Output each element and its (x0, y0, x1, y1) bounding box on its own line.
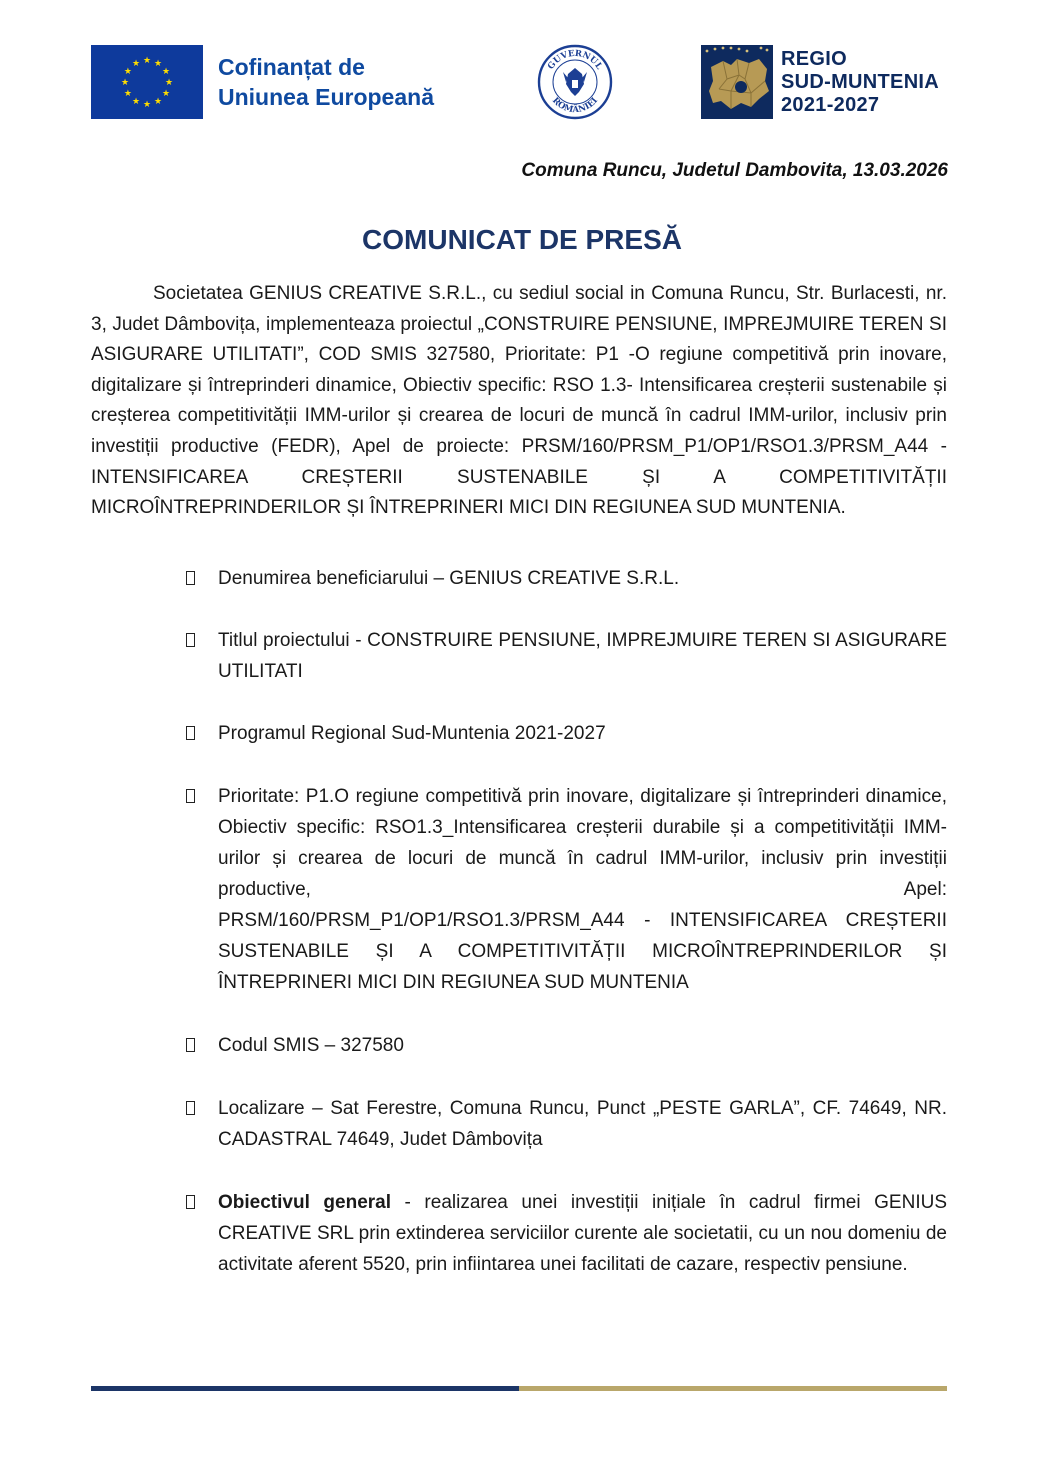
page-header (0, 0, 1044, 130)
eu-star-icon: ★ (142, 99, 152, 109)
list-item-beneficiary (91, 563, 947, 594)
regio-map-logo (701, 45, 773, 119)
eu-star-icon: ★ (131, 57, 141, 68)
bullet-box-icon (186, 1195, 195, 1209)
list-item-project-title (91, 625, 947, 687)
list-item-priority (91, 781, 947, 998)
eu-flag-icon (91, 45, 203, 119)
footer-divider (91, 1386, 947, 1391)
seal-text-bottom: ROMÂNIEI (549, 95, 601, 116)
program-text: Programul Regional Sud-Muntenia 2021-2027 (218, 723, 606, 744)
bullet-box-icon (186, 726, 195, 740)
list-item-program (91, 718, 947, 749)
priority-text: Prioritate: P1.O regiune competitivă prin inovare, digitalizare și întreprinderi dinamice, Obiectiv specific: RSO1.3_Intensificarea creșterii durabile și a competitivității IMM-urilor și crearea de locuri de muncă în cadrul IMM-urilor, inclusiv prin investiții productive, Apel: (218, 786, 947, 900)
eu-text-line-1: Cofinanțat de (218, 54, 365, 80)
regio-line-3: 2021-2027 (781, 94, 880, 116)
eu-star-icon: ★ (142, 55, 152, 65)
list-item-location (91, 1093, 947, 1155)
eu-star-icon: ★ (153, 96, 163, 107)
footer-divider-gold (519, 1386, 947, 1391)
priority-call-line-1: PRSM/160/PRSM_P1/OP1/RSO1.3/PRSM_A44 - INTENSIFICAREA CREȘTERII (218, 910, 947, 931)
project-title-text: Titlul proiectului - CONSTRUIRE PENSIUNE, IMPREJMUIRE TEREN SI ASIGURARE UTILITATI (218, 630, 947, 682)
regio-line-2: SUD-MUNTENIA (781, 71, 940, 93)
eu-star-icon: ★ (123, 88, 132, 98)
eu-star-icon: ★ (123, 66, 132, 76)
smis-code-text: Codul SMIS – 327580 (218, 1035, 404, 1056)
intro-paragraph: Societatea GENIUS CREATIVE S.R.L., cu sediul social in Comuna Runcu, Str. Burlacesti, nr. 3, Judet Dâmbovița, implementeaza proiectul „CONSTRUIRE PENSIUNE, IMPREJMUIRE TEREN SI ASIGURARE UTILITATI”, COD SMIS 327580, Prioritate: P1 -O regiune competitivă prin inovare, digitalizare și întreprinderi dinamice, Obiectiv specific: RSO 1.3- Intensificarea creșterii sustenabile și creșterea competitivității IMM-urilor și crearea de locuri de muncă în cadrul IMM-urilor, inclusiv prin investiții productive (FEDR), Apel de proiecte: PRSM/160/PRSM_P1/OP1/RSO1.3/PRSM_A44 - INTENSIFICAREA CREȘTERII SUSTENABILE ȘI A COMPETITIVITĂȚII MICROÎNTREPRINDERILOR ȘI ÎNTREPRINERI MICI DIN REGIUNEA SUD MUNTENIA. (91, 283, 947, 519)
bullet-box-icon (186, 1101, 195, 1115)
footer-divider-blue (91, 1386, 519, 1391)
dateline: Comuna Runcu, Judetul Dambovita, 13.03.2026 (521, 160, 948, 181)
priority-call-line-3: ÎNTREPRINERI MICI DIN REGIUNEA SUD MUNTENIA (218, 972, 689, 993)
general-objective-text: - realizarea unei investiții inițiale în cadrul firmei GENIUS CREATIVE SRL prin extinderea serviciilor curente ale societatii, cu un nou domeniu de activitate aferent 5520, prin infiintarea unei facilitati de cazare, respectiv pensiune. (218, 1192, 947, 1275)
eu-star-icon: ★ (164, 77, 174, 87)
eu-star-icon: ★ (162, 88, 171, 98)
general-objective-label: Obiectivul general (218, 1192, 391, 1213)
list-item-general-objective (91, 1187, 947, 1280)
project-details-list (91, 563, 947, 1280)
regio-program-text (781, 48, 939, 117)
list-item-smis-code (91, 1030, 947, 1061)
bullet-box-icon (186, 1038, 195, 1052)
eu-star-icon: ★ (153, 57, 163, 68)
government-seal-icon (537, 44, 613, 120)
eu-star-icon: ★ (120, 77, 130, 87)
seal-text-top: GUVERNUL (546, 48, 604, 72)
bullet-box-icon (186, 789, 195, 803)
bullet-box-icon (186, 571, 195, 585)
beneficiary-text: Denumirea beneficiarului – GENIUS CREATIVE S.R.L. (218, 568, 680, 589)
eu-text-line-2: Uniunea Europeană (218, 84, 434, 110)
regio-line-1: REGIO (781, 48, 847, 70)
eu-cofinancing-text (218, 52, 434, 112)
page-title: COMUNICAT DE PRESĂ (362, 224, 682, 255)
eu-star-icon: ★ (162, 66, 171, 76)
location-text: Localizare – Sat Ferestre, Comuna Runcu, Punct „PESTE GARLA”, CF. 74649, NR. CADASTRAL 74649, Judet Dâmbovița (218, 1098, 947, 1150)
eu-star-icon: ★ (131, 96, 141, 107)
priority-call-line-2: SUSTENABILE ȘI A COMPETITIVITĂȚII MICROÎNTREPRINDERILOR ȘI (218, 941, 947, 962)
bullet-box-icon (186, 633, 195, 647)
